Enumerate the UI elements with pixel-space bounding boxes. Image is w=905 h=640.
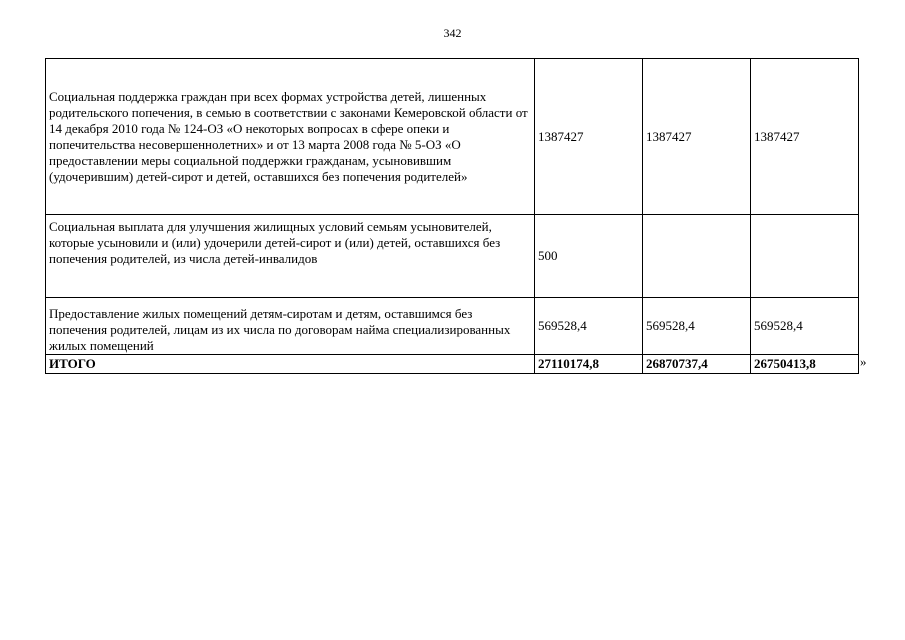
row-value-year-2: 569528,4 xyxy=(643,298,751,355)
total-value-year-3: 26750413,8 xyxy=(751,355,859,374)
table-row xyxy=(46,298,859,355)
total-row xyxy=(46,355,859,374)
row-value-year-2 xyxy=(643,215,751,298)
closing-quote-mark: » xyxy=(860,354,867,369)
total-label: ИТОГО xyxy=(46,355,535,374)
row-value-year-3: 569528,4 xyxy=(751,298,859,355)
row-value-year-2: 1387427 xyxy=(643,59,751,215)
table-row xyxy=(46,59,859,215)
total-value-year-1: 27110174,8 xyxy=(535,355,643,374)
total-value-year-2: 26870737,4 xyxy=(643,355,751,374)
table-row xyxy=(46,215,859,298)
row-description: Социальная выплата для улучшения жилищных условий семьям усыновителей, которые усыновили и (или) удочерили детей-сирот и (или) детей, оставшихся без попечения родителей, из числа детей-инвалидов xyxy=(46,215,535,298)
page-number: 342 xyxy=(443,26,462,40)
row-description: Социальная поддержка граждан при всех формах устройства детей, лишенных родительского попечения, в семью в соответствии с законами Кемеровской области от 14 декабря 2010 года № 124-ОЗ «О некоторых вопросах в сфере опеки и попечительства несовершеннолетних» и от 13 марта 2008 года № 5-ОЗ «О предоставлении меры социальной поддержки гражданам, усыновившим (удочерившим) детей-сирот и детей, оставшихся без попечения родителей» xyxy=(46,59,535,215)
row-description: Предоставление жилых помещений детям-сиротам и детям, оставшимся без попечения родителей, лицам из их числа по договорам найма специализированных жилых помещений xyxy=(46,298,535,355)
row-value-year-1: 569528,4 xyxy=(535,298,643,355)
row-value-year-1: 1387427 xyxy=(535,59,643,215)
row-value-year-3 xyxy=(751,215,859,298)
budget-table xyxy=(45,58,859,374)
row-value-year-1: 500 xyxy=(535,215,643,298)
row-value-year-3: 1387427 xyxy=(751,59,859,215)
